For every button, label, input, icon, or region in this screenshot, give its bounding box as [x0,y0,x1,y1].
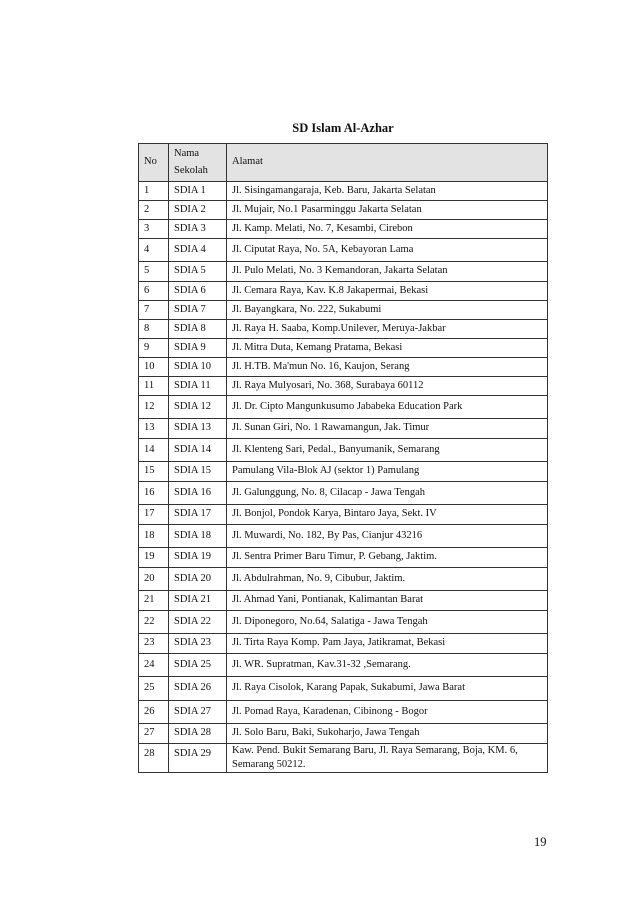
school-address: Jl. Bonjol, Pondok Karya, Bintaro Jaya, Sekt. IV [227,505,548,525]
school-name: SDIA 5 [169,262,227,282]
school-name: SDIA 28 [169,724,227,744]
school-name: SDIA 2 [169,201,227,220]
row-number: 8 [139,320,169,339]
table-row [139,568,548,591]
school-address: Jl. Raya H. Saaba, Komp.Unilever, Meruya-Jakbar [227,320,548,339]
school-name: SDIA 21 [169,591,227,611]
school-name: SDIA 6 [169,282,227,301]
row-number: 17 [139,505,169,525]
school-name: SDIA 17 [169,505,227,525]
row-number: 20 [139,568,169,591]
row-number: 27 [139,724,169,744]
school-name: SDIA 23 [169,634,227,654]
school-address: Jl. WR. Supratman, Kav.31-32 ,Semarang. [227,654,548,677]
school-address: Pamulang Vila-Blok AJ (sektor 1) Pamulang [227,462,548,482]
page-number: 19 [534,835,547,849]
row-number: 1 [139,182,169,201]
row-number: 12 [139,396,169,419]
school-address: Jl. Mitra Duta, Kemang Pratama, Bekasi [227,339,548,358]
table-row [139,724,548,744]
table-row [139,654,548,677]
school-name: SDIA 10 [169,358,227,377]
table-row [139,462,548,482]
table-row [139,505,548,525]
school-name: SDIA 13 [169,419,227,439]
school-name: SDIA 18 [169,525,227,548]
school-name: SDIA 14 [169,439,227,462]
school-name: SDIA 29 [169,744,227,773]
school-address: Jl. Raya Cisolok, Karang Papak, Sukabumi, Jawa Barat [227,677,548,701]
header-no: No [139,144,169,182]
school-name: SDIA 15 [169,462,227,482]
row-number: 2 [139,201,169,220]
school-table [138,143,548,773]
school-name: SDIA 7 [169,301,227,320]
row-number: 28 [139,744,169,773]
table-header-row [139,144,548,182]
school-address: Jl. Solo Baru, Baki, Sukoharjo, Jawa Tengah [227,724,548,744]
school-address: Jl. Pulo Melati, No. 3 Kemandoran, Jakarta Selatan [227,262,548,282]
page-title: SD Islam Al-Azhar [292,121,394,135]
row-number: 19 [139,548,169,568]
header-school-name-line1: Nama [174,147,200,159]
row-number: 5 [139,262,169,282]
row-number: 21 [139,591,169,611]
table-row [139,419,548,439]
row-number: 23 [139,634,169,654]
school-address: Jl. Tirta Raya Komp. Pam Jaya, Jatikramat, Bekasi [227,634,548,654]
table-row [139,677,548,701]
school-address: Jl. Sunan Giri, No. 1 Rawamangun, Jak. Timur [227,419,548,439]
table-row [139,339,548,358]
table-row [139,262,548,282]
row-number: 25 [139,677,169,701]
school-name: SDIA 25 [169,654,227,677]
row-number: 11 [139,377,169,396]
school-address: Jl. Cemara Raya, Kav. K.8 Jakapermai, Bekasi [227,282,548,301]
table-row [139,201,548,220]
row-number: 16 [139,482,169,505]
school-address: Jl. Dr. Cipto Mangunkusumo Jababeka Education Park [227,396,548,419]
table-row [139,239,548,262]
school-address: Jl. Mujair, No.1 Pasarminggu Jakarta Selatan [227,201,548,220]
school-name: SDIA 11 [169,377,227,396]
row-number: 24 [139,654,169,677]
school-address: Jl. Muwardi, No. 182, By Pas, Cianjur 43216 [227,525,548,548]
school-name: SDIA 16 [169,482,227,505]
school-address: Jl. Kamp. Melati, No. 7, Kesambi, Cirebon [227,220,548,239]
table-row [139,220,548,239]
row-number: 26 [139,701,169,724]
table-row [139,358,548,377]
table-row [139,182,548,201]
school-address: Jl. Raya Mulyosari, No. 368, Surabaya 60112 [227,377,548,396]
school-address: Jl. H.TB. Ma'mun No. 16, Kaujon, Serang [227,358,548,377]
row-number: 4 [139,239,169,262]
row-number: 15 [139,462,169,482]
table-row [139,701,548,724]
school-name: SDIA 19 [169,548,227,568]
school-name: SDIA 20 [169,568,227,591]
school-name: SDIA 22 [169,611,227,634]
school-address: Jl. Diponegoro, No.64, Salatiga - Jawa Tengah [227,611,548,634]
table-row [139,525,548,548]
school-name: SDIA 3 [169,220,227,239]
table-row [139,611,548,634]
school-name: SDIA 8 [169,320,227,339]
school-address: Jl. Abdulrahman, No. 9, Cibubur, Jaktim. [227,568,548,591]
header-address: Alamat [227,144,548,182]
row-number: 10 [139,358,169,377]
table-row [139,548,548,568]
school-name: SDIA 27 [169,701,227,724]
row-number: 22 [139,611,169,634]
row-number: 6 [139,282,169,301]
header-school-name [169,144,227,182]
school-name: SDIA 12 [169,396,227,419]
table-row [139,591,548,611]
table-row [139,282,548,301]
school-address: Jl. Sentra Primer Baru Timur, P. Gebang, Jaktim. [227,548,548,568]
school-name: SDIA 1 [169,182,227,201]
school-name: SDIA 9 [169,339,227,358]
table-row [139,320,548,339]
row-number: 9 [139,339,169,358]
table-row [139,482,548,505]
row-number: 18 [139,525,169,548]
school-name: SDIA 26 [169,677,227,701]
row-number: 13 [139,419,169,439]
table-row [139,439,548,462]
header-school-name-line2: Sekolah [174,165,208,176]
school-address: Jl. Klenteng Sari, Pedal., Banyumanik, Semarang [227,439,548,462]
row-number: 14 [139,439,169,462]
table-row [139,301,548,320]
school-address: Jl. Ahmad Yani, Pontianak, Kalimantan Barat [227,591,548,611]
school-address: Kaw. Pend. Bukit Semarang Baru, Jl. Raya Semarang, Boja, KM. 6, Semarang 50212. [227,744,548,773]
school-name: SDIA 4 [169,239,227,262]
row-number: 3 [139,220,169,239]
table-row [139,634,548,654]
school-address: Jl. Pomad Raya, Karadenan, Cibinong - Bogor [227,701,548,724]
school-address: Jl. Bayangkara, No. 222, Sukabumi [227,301,548,320]
table-row [139,377,548,396]
table-row [139,396,548,419]
school-address: Jl. Sisingamangaraja, Keb. Baru, Jakarta Selatan [227,182,548,201]
row-number: 7 [139,301,169,320]
school-address: Jl. Ciputat Raya, No. 5A, Kebayoran Lama [227,239,548,262]
table-row [139,744,548,773]
school-address: Jl. Galunggung, No. 8, Cilacap - Jawa Tengah [227,482,548,505]
